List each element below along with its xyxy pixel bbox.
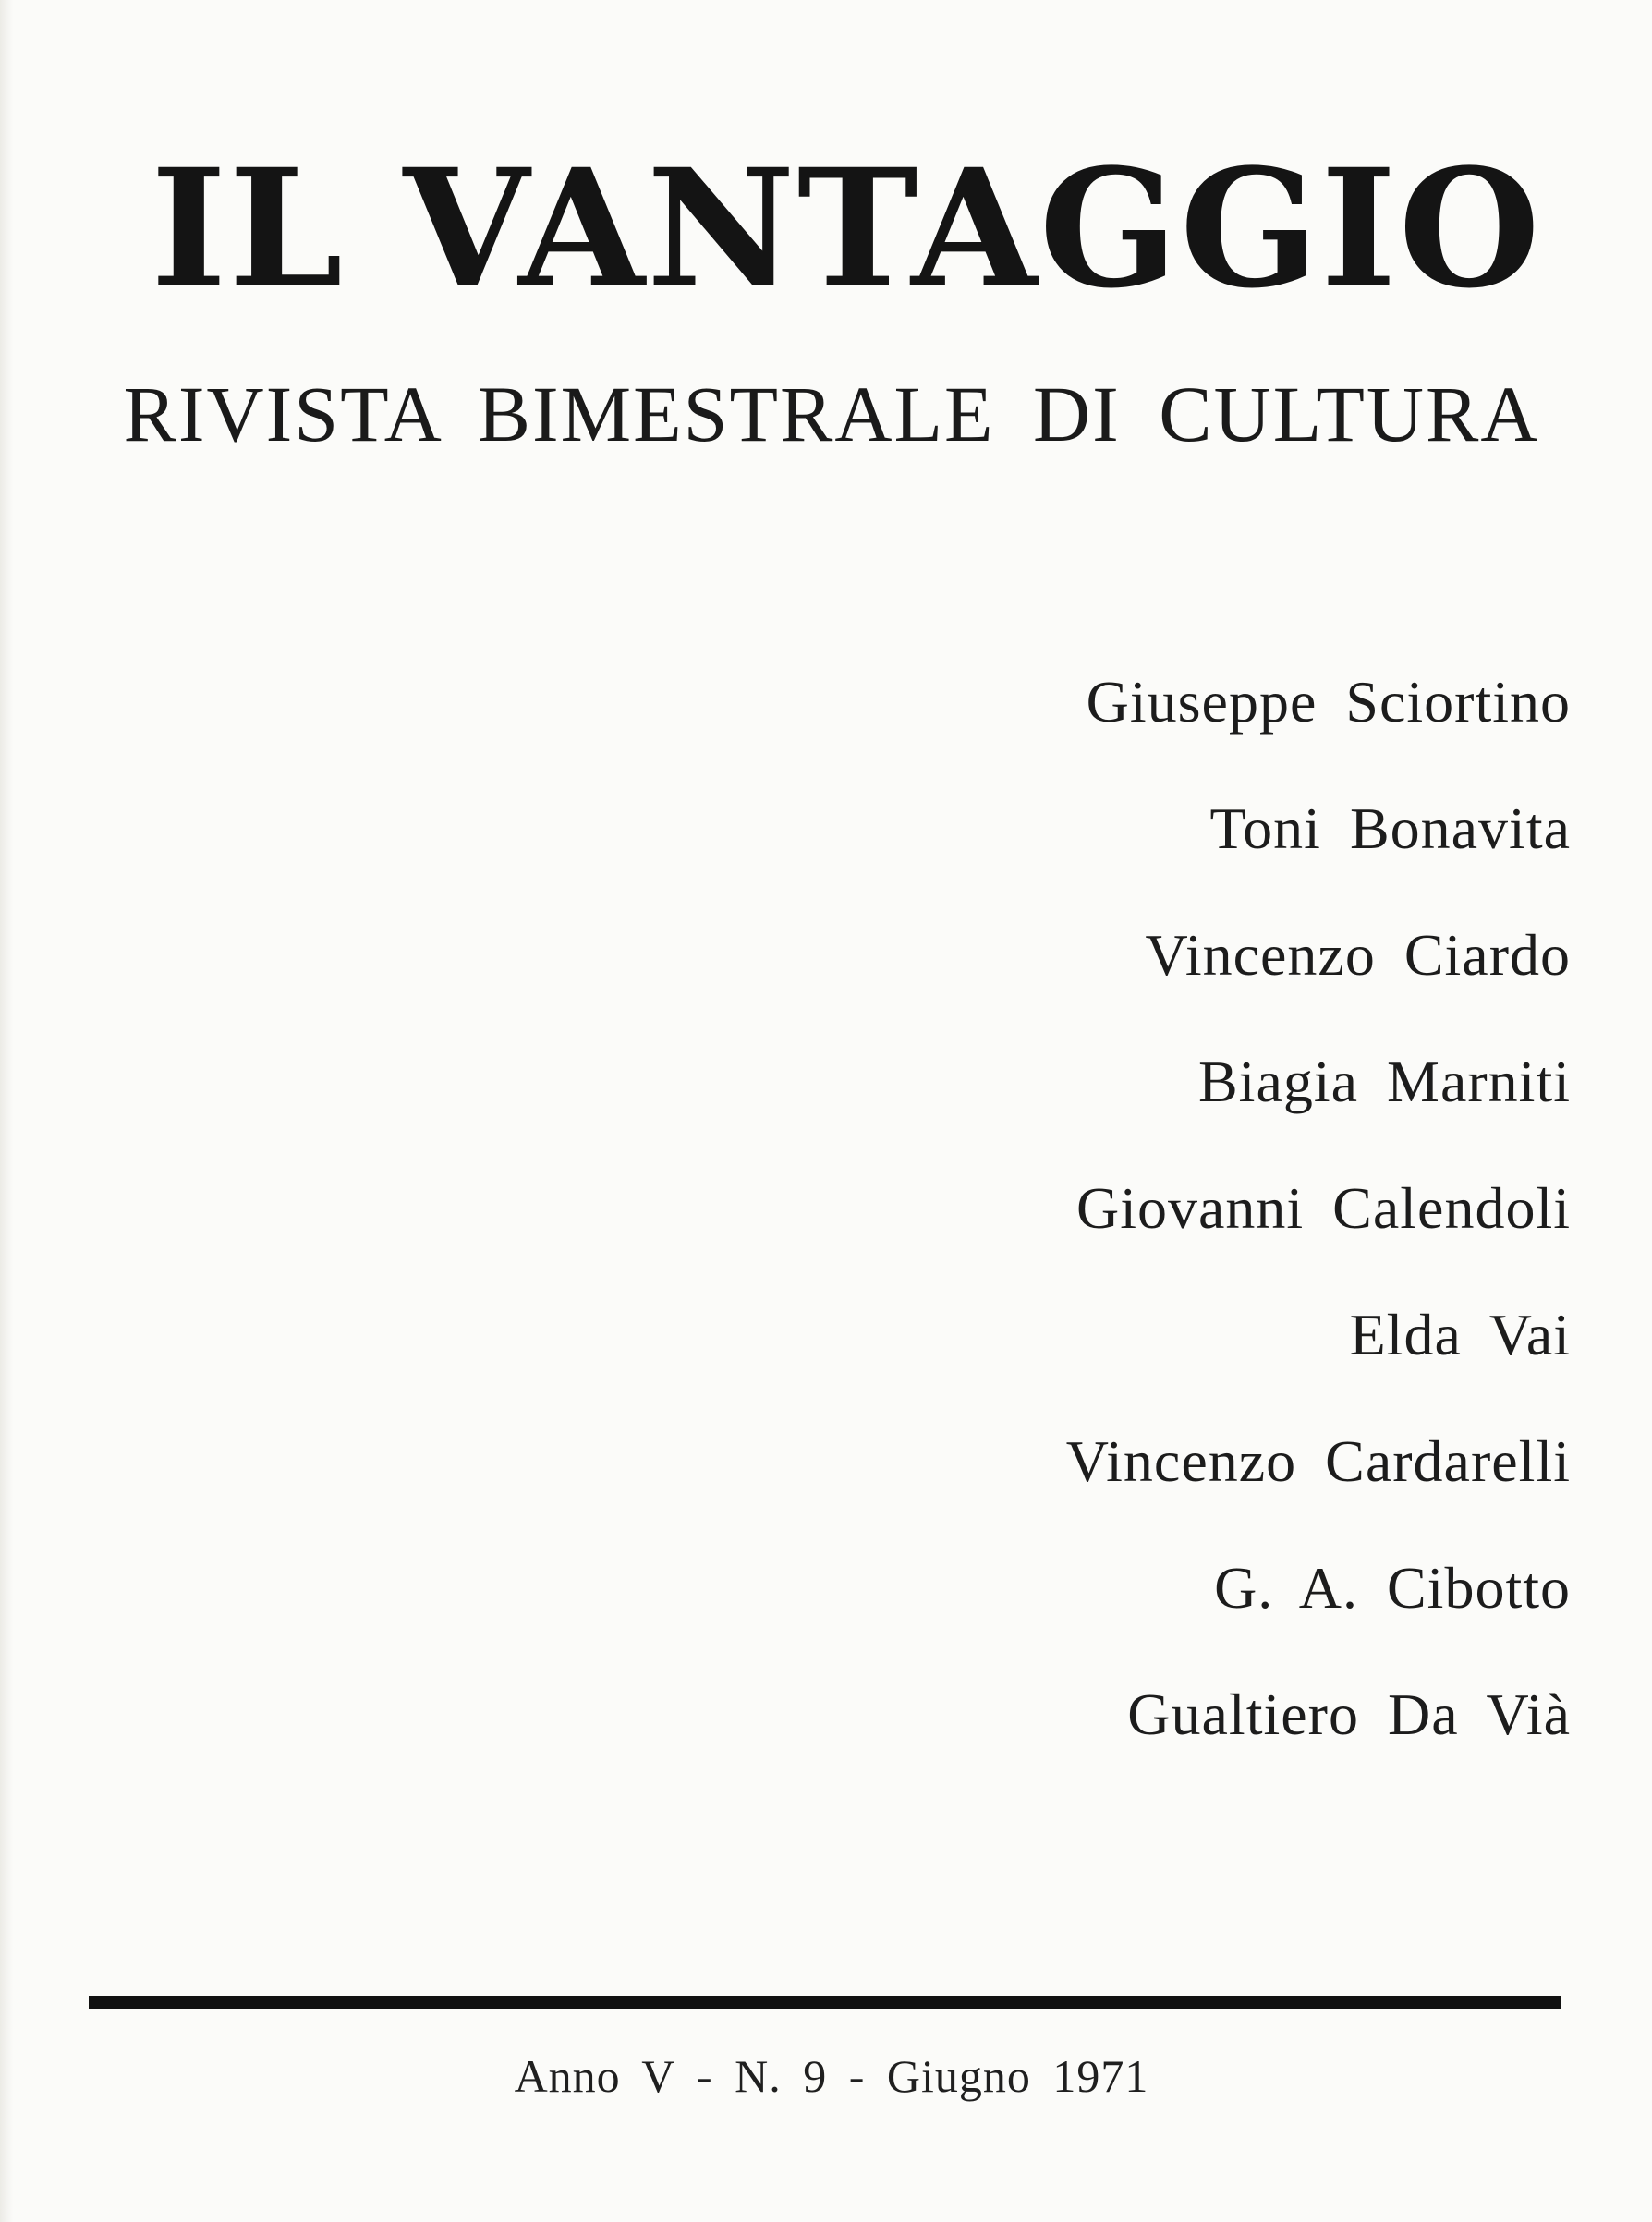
author-name: Gualtiero Da Vià xyxy=(1127,1682,1571,1747)
magazine-title: IL VANTAGGIO xyxy=(151,133,1542,324)
author-name: Giovanni Calendoli xyxy=(1075,1175,1571,1241)
author-name: Giuseppe Sciortino xyxy=(1086,669,1571,735)
author-list xyxy=(832,656,1571,1795)
author-name: Biagia Marniti xyxy=(1197,1049,1571,1114)
magazine-subtitle: RIVISTA BIMESTRALE DI CULTURA xyxy=(123,370,1540,458)
author-name: Vincenzo Cardarelli xyxy=(1065,1428,1571,1494)
issue-info: Anno V - N. 9 - Giugno 1971 xyxy=(514,2050,1149,2102)
divider-rule xyxy=(89,1996,1561,2009)
author-name: Vincenzo Ciardo xyxy=(1145,922,1571,988)
paper-edge xyxy=(0,0,13,2222)
author-name: Elda Vai xyxy=(1349,1302,1571,1367)
author-name: G. A. Cibotto xyxy=(1214,1555,1571,1621)
author-name: Toni Bonavita xyxy=(1209,795,1571,861)
